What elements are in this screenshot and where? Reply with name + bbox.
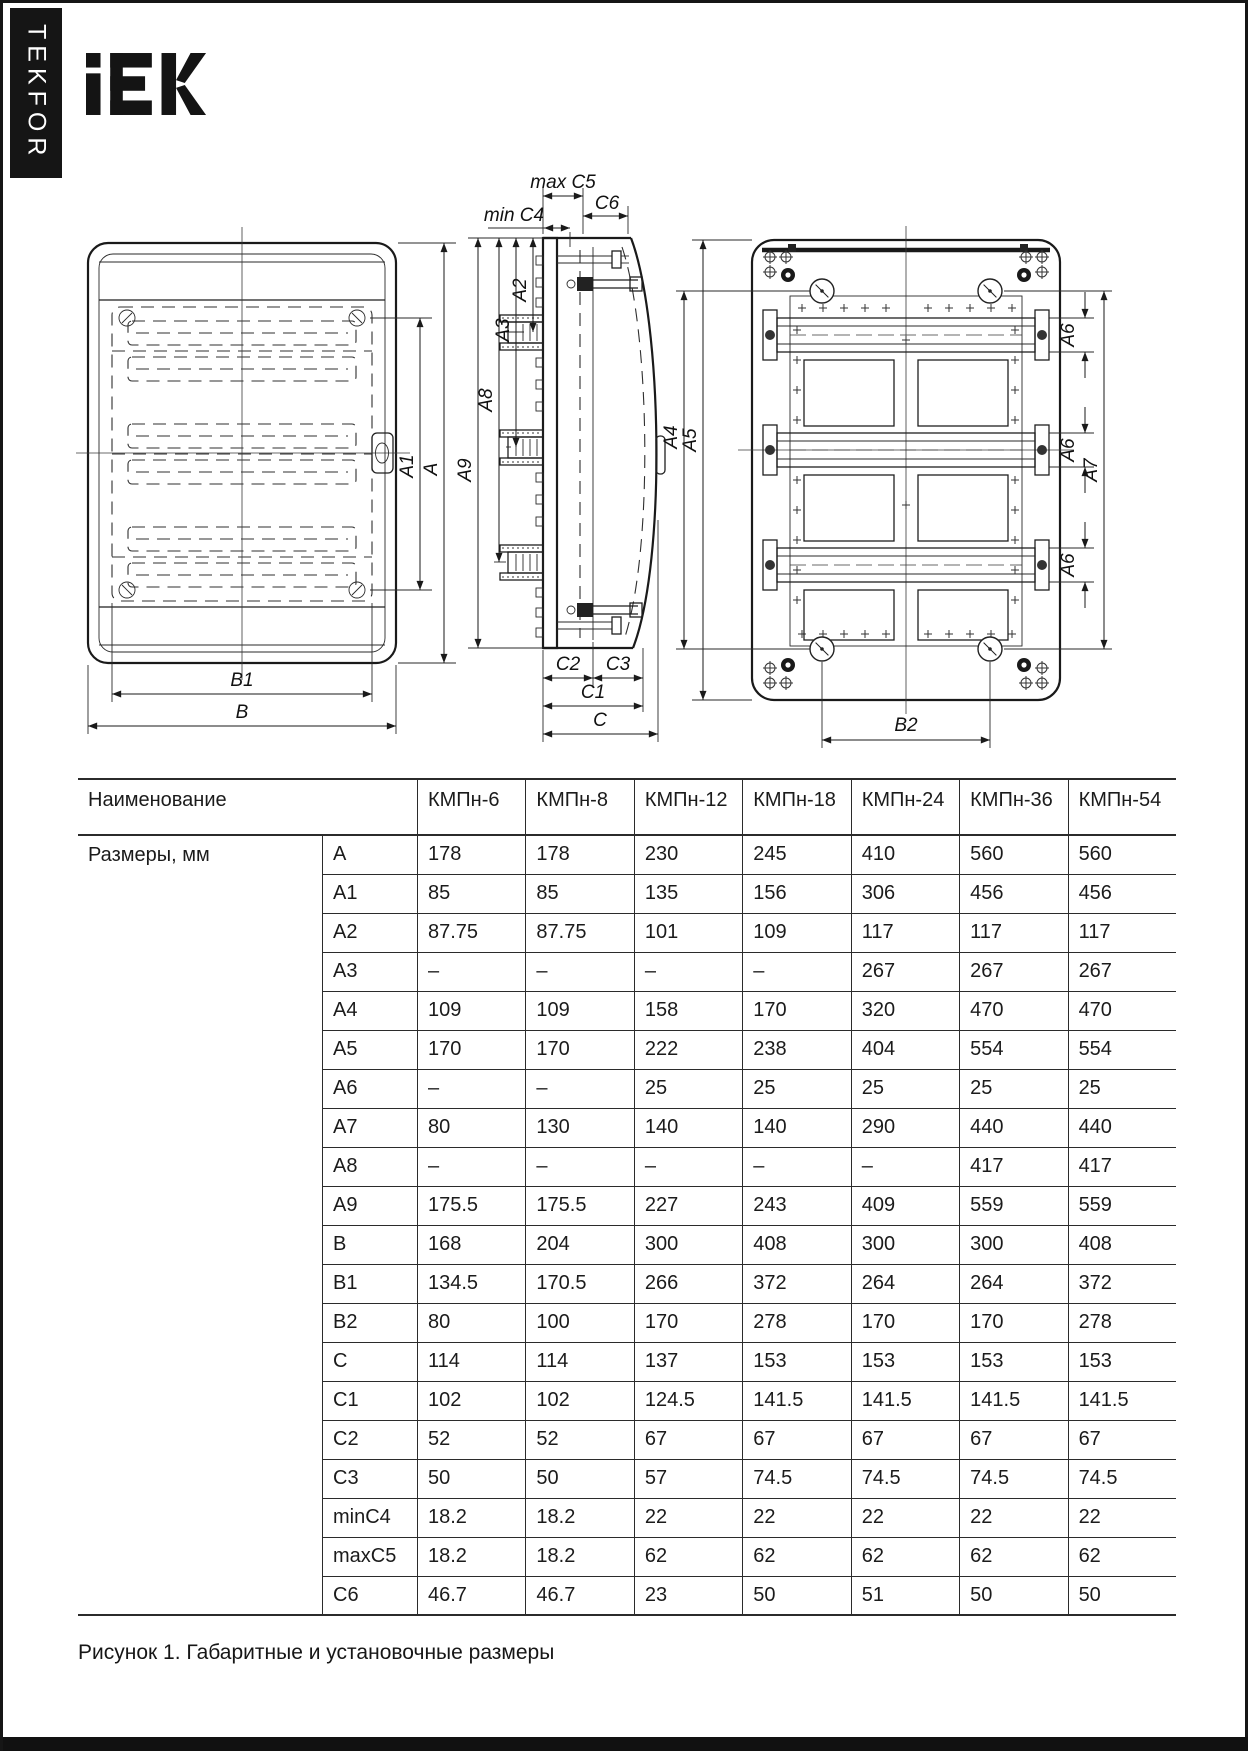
dim-value-A1-КМПн-24: 306 [851, 875, 959, 914]
page-footer-bar [3, 1737, 1248, 1751]
dim-value-A8-КМПн-18: – [742, 1148, 850, 1187]
dim-value-A-КМПн-24: 410 [851, 836, 959, 875]
dim-label-b2: B2 [894, 715, 918, 736]
dim-value-B1-КМПн-54: 372 [1068, 1265, 1176, 1304]
dim-value-A9-КМПн-24: 409 [851, 1187, 959, 1226]
dim-value-A5-КМПн-24: 404 [851, 1031, 959, 1070]
table-group-label: Размеры, мм [78, 836, 322, 1616]
dim-value-C2-КМПн-24: 67 [851, 1421, 959, 1460]
dim-value-A9-КМПн-12: 227 [634, 1187, 742, 1226]
table-header-model-КМПн-24: КМПн-24 [851, 778, 959, 836]
dim-value-B-КМПн-54: 408 [1068, 1226, 1176, 1265]
dim-value-A7-КМПн-54: 440 [1068, 1109, 1176, 1148]
dim-value-A7-КМПн-24: 290 [851, 1109, 959, 1148]
dim-label-a2: A2 [510, 278, 531, 302]
dim-value-C6-КМПн-12: 23 [634, 1577, 742, 1616]
dim-value-minC4-КМПн-12: 22 [634, 1499, 742, 1538]
dim-value-maxC5-КМПн-18: 62 [742, 1538, 850, 1577]
dim-value-A3-КМПн-18: – [742, 953, 850, 992]
dim-value-A-КМПн-18: 245 [742, 836, 850, 875]
technical-drawings [0, 0, 1248, 780]
dim-name-cell-B2: B2 [322, 1304, 417, 1343]
dim-value-C-КМПн-12: 137 [634, 1343, 742, 1382]
dim-label-min-c4: min C4 [483, 205, 545, 226]
dim-value-A2-КМПн-54: 117 [1068, 914, 1176, 953]
dim-value-A3-КМПн-6: – [417, 953, 525, 992]
dim-value-A5-КМПн-54: 554 [1068, 1031, 1176, 1070]
dim-value-C-КМПн-24: 153 [851, 1343, 959, 1382]
side-din-mounts [500, 315, 543, 580]
dim-name-cell-A6: A6 [322, 1070, 417, 1109]
dim-value-A3-КМПн-36: 267 [959, 953, 1067, 992]
dim-value-A5-КМПн-36: 554 [959, 1031, 1067, 1070]
dim-value-C6-КМПн-18: 50 [742, 1577, 850, 1616]
dim-value-A6-КМПн-24: 25 [851, 1070, 959, 1109]
dim-value-B1-КМПн-8: 170.5 [525, 1265, 633, 1304]
dim-label-a4: A4 [661, 425, 682, 449]
table-header-model-КМПн-12: КМПн-12 [634, 778, 742, 836]
dim-name-cell-A7: A7 [322, 1109, 417, 1148]
dim-value-C-КМПн-36: 153 [959, 1343, 1067, 1382]
dim-value-A4-КМПн-24: 320 [851, 992, 959, 1031]
dim-value-A3-КМПн-24: 267 [851, 953, 959, 992]
dim-value-A8-КМПн-54: 417 [1068, 1148, 1176, 1187]
dim-value-minC4-КМПн-24: 22 [851, 1499, 959, 1538]
dim-value-B-КМПн-6: 168 [417, 1226, 525, 1265]
dim-value-maxC5-КМПн-24: 62 [851, 1538, 959, 1577]
table-header-model-КМПн-6: КМПн-6 [417, 778, 525, 836]
dim-value-B-КМПн-8: 204 [525, 1226, 633, 1265]
dim-value-A8-КМПн-8: – [525, 1148, 633, 1187]
dim-value-B-КМПн-12: 300 [634, 1226, 742, 1265]
dim-value-C1-КМПн-24: 141.5 [851, 1382, 959, 1421]
dim-value-A4-КМПн-8: 109 [525, 992, 633, 1031]
dim-value-C2-КМПн-12: 67 [634, 1421, 742, 1460]
dim-value-A4-КМПн-18: 170 [742, 992, 850, 1031]
dim-value-B-КМПн-24: 300 [851, 1226, 959, 1265]
dim-value-minC4-КМПн-6: 18.2 [417, 1499, 525, 1538]
dim-name-cell-C3: C3 [322, 1460, 417, 1499]
dim-name-cell-minC4: minC4 [322, 1499, 417, 1538]
dim-value-A9-КМПн-54: 559 [1068, 1187, 1176, 1226]
dim-label-a3: A3 [493, 318, 514, 342]
dim-value-A7-КМПн-12: 140 [634, 1109, 742, 1148]
table-header-name: Наименование [78, 778, 417, 836]
dim-value-B2-КМПн-18: 278 [742, 1304, 850, 1343]
tekfor-label: TEKFOR [22, 24, 51, 162]
dim-value-A-КМПн-36: 560 [959, 836, 1067, 875]
dim-value-A4-КМПн-54: 470 [1068, 992, 1176, 1031]
dim-value-A2-КМПн-6: 87.75 [417, 914, 525, 953]
dim-value-A3-КМПн-12: – [634, 953, 742, 992]
dim-value-A4-КМПн-6: 109 [417, 992, 525, 1031]
dim-name-cell-A8: A8 [322, 1148, 417, 1187]
dim-value-A6-КМПн-6: – [417, 1070, 525, 1109]
front-view-dimensions [88, 243, 456, 734]
dim-label-a7: A7 [1081, 458, 1102, 482]
dim-value-C6-КМПн-8: 46.7 [525, 1577, 633, 1616]
dim-name-cell-A9: A9 [322, 1187, 417, 1226]
dim-value-B2-КМПн-12: 170 [634, 1304, 742, 1343]
dim-label-a1: A1 [397, 454, 418, 478]
dim-value-C6-КМПн-36: 50 [959, 1577, 1067, 1616]
dim-value-C1-КМПн-36: 141.5 [959, 1382, 1067, 1421]
dimensions-table [78, 778, 1176, 1616]
dim-name-cell-B1: B1 [322, 1265, 417, 1304]
dim-name-cell-C: C [322, 1343, 417, 1382]
dim-label-max-c5: max C5 [530, 172, 596, 193]
dim-value-C2-КМПн-18: 67 [742, 1421, 850, 1460]
dim-value-C2-КМПн-8: 52 [525, 1421, 633, 1460]
dim-value-minC4-КМПн-36: 22 [959, 1499, 1067, 1538]
side-view-drawing [455, 172, 665, 742]
dim-value-C-КМПн-8: 114 [525, 1343, 633, 1382]
dim-value-A5-КМПн-18: 238 [742, 1031, 850, 1070]
table-header-model-КМПн-54: КМПн-54 [1068, 778, 1176, 836]
dim-value-A2-КМПн-12: 101 [634, 914, 742, 953]
dim-value-maxC5-КМПн-8: 18.2 [525, 1538, 633, 1577]
side-fasteners [557, 251, 642, 634]
table-header-model-КМПн-8: КМПн-8 [525, 778, 633, 836]
dim-label-b: B [235, 702, 249, 723]
dim-value-C1-КМПн-8: 102 [525, 1382, 633, 1421]
dim-name-cell-A: A [322, 836, 417, 875]
dim-value-A-КМПн-12: 230 [634, 836, 742, 875]
dim-value-B-КМПн-36: 300 [959, 1226, 1067, 1265]
dim-value-C2-КМПн-36: 67 [959, 1421, 1067, 1460]
dim-value-B1-КМПн-36: 264 [959, 1265, 1067, 1304]
dim-name-cell-C1: C1 [322, 1382, 417, 1421]
dim-value-C6-КМПн-6: 46.7 [417, 1577, 525, 1616]
table-header-model-КМПн-18: КМПн-18 [742, 778, 850, 836]
dim-value-A-КМПн-8: 178 [525, 836, 633, 875]
table-header-model-КМПн-36: КМПн-36 [959, 778, 1067, 836]
dim-value-C-КМПн-54: 153 [1068, 1343, 1176, 1382]
dim-value-B1-КМПн-12: 266 [634, 1265, 742, 1304]
dim-value-minC4-КМПн-8: 18.2 [525, 1499, 633, 1538]
dim-value-C3-КМПн-8: 50 [525, 1460, 633, 1499]
dim-value-C3-КМПн-12: 57 [634, 1460, 742, 1499]
dim-name-cell-A4: A4 [322, 992, 417, 1031]
dim-value-A6-КМПн-54: 25 [1068, 1070, 1176, 1109]
dim-label-a6-3: A6 [1058, 553, 1079, 577]
dim-value-C1-КМПн-18: 141.5 [742, 1382, 850, 1421]
dim-value-A7-КМПн-36: 440 [959, 1109, 1067, 1148]
dim-name-cell-C2: C2 [322, 1421, 417, 1460]
dim-value-A1-КМПн-18: 156 [742, 875, 850, 914]
dim-value-maxC5-КМПн-12: 62 [634, 1538, 742, 1577]
dim-name-cell-A1: A1 [322, 875, 417, 914]
dim-name-cell-maxC5: maxC5 [322, 1538, 417, 1577]
dim-value-A6-КМПн-12: 25 [634, 1070, 742, 1109]
dim-label-c6: C6 [594, 193, 620, 214]
dim-value-A1-КМПн-12: 135 [634, 875, 742, 914]
dim-value-B1-КМПн-18: 372 [742, 1265, 850, 1304]
dim-value-B1-КМПн-6: 134.5 [417, 1265, 525, 1304]
dim-label-a6-1: A6 [1058, 323, 1079, 347]
dim-name-cell-A5: A5 [322, 1031, 417, 1070]
dim-value-C3-КМПн-54: 74.5 [1068, 1460, 1176, 1499]
dim-label-b1: B1 [230, 670, 254, 691]
dim-value-maxC5-КМПн-54: 62 [1068, 1538, 1176, 1577]
dim-value-A9-КМПн-6: 175.5 [417, 1187, 525, 1226]
dim-name-cell-A2: A2 [322, 914, 417, 953]
rear-view-dimensions [661, 240, 1112, 748]
dim-value-A-КМПн-54: 560 [1068, 836, 1176, 875]
dim-value-C-КМПн-6: 114 [417, 1343, 525, 1382]
dim-value-A2-КМПн-18: 109 [742, 914, 850, 953]
dim-value-A1-КМПн-8: 85 [525, 875, 633, 914]
dim-value-A1-КМПн-54: 456 [1068, 875, 1176, 914]
dim-value-A8-КМПн-36: 417 [959, 1148, 1067, 1187]
dim-value-C2-КМПн-6: 52 [417, 1421, 525, 1460]
dim-value-A3-КМПн-8: – [525, 953, 633, 992]
dim-value-maxC5-КМПн-6: 18.2 [417, 1538, 525, 1577]
dim-value-B2-КМПн-6: 80 [417, 1304, 525, 1343]
front-view-drawing [76, 227, 456, 734]
dim-value-A5-КМПн-12: 222 [634, 1031, 742, 1070]
dim-value-C3-КМПн-24: 74.5 [851, 1460, 959, 1499]
dim-value-A1-КМПн-36: 456 [959, 875, 1067, 914]
dim-label-a9: A9 [455, 458, 476, 482]
dim-label-c: C [593, 710, 607, 731]
dim-value-A7-КМПн-6: 80 [417, 1109, 525, 1148]
rear-view-drawing [661, 226, 1112, 748]
dim-value-A8-КМПн-6: – [417, 1148, 525, 1187]
dim-value-B-КМПн-18: 408 [742, 1226, 850, 1265]
dim-label-a: A [421, 462, 442, 476]
dim-value-C3-КМПн-36: 74.5 [959, 1460, 1067, 1499]
side-view-bottom-dimensions [543, 520, 658, 742]
dim-name-cell-C6: C6 [322, 1577, 417, 1616]
dim-value-B2-КМПн-24: 170 [851, 1304, 959, 1343]
dim-value-A2-КМПн-36: 117 [959, 914, 1067, 953]
dim-value-A9-КМПн-8: 175.5 [525, 1187, 633, 1226]
dim-value-C6-КМПн-24: 51 [851, 1577, 959, 1616]
dim-value-A8-КМПн-24: – [851, 1148, 959, 1187]
dim-label-c2: C2 [555, 654, 581, 675]
dim-label-a6-2: A6 [1058, 438, 1079, 462]
dim-value-C1-КМПн-6: 102 [417, 1382, 525, 1421]
dim-name-cell-B: B [322, 1226, 417, 1265]
dim-value-maxC5-КМПн-36: 62 [959, 1538, 1067, 1577]
dim-name-cell-A3: A3 [322, 953, 417, 992]
dim-value-A4-КМПн-36: 470 [959, 992, 1067, 1031]
dim-value-A2-КМПн-24: 117 [851, 914, 959, 953]
dim-value-A6-КМПн-36: 25 [959, 1070, 1067, 1109]
dim-value-C3-КМПн-18: 74.5 [742, 1460, 850, 1499]
dim-value-C6-КМПн-54: 50 [1068, 1577, 1176, 1616]
dim-value-A4-КМПн-12: 158 [634, 992, 742, 1031]
side-view-top-dimensions [484, 172, 628, 247]
dim-value-A7-КМПн-18: 140 [742, 1109, 850, 1148]
figure-caption: Рисунок 1. Габаритные и установочные размеры [78, 1641, 555, 1664]
dim-value-A7-КМПн-8: 130 [525, 1109, 633, 1148]
dim-value-A1-КМПн-6: 85 [417, 875, 525, 914]
dim-label-c3: C3 [605, 654, 631, 675]
dim-value-C1-КМПн-12: 124.5 [634, 1382, 742, 1421]
dim-label-c1: C1 [580, 682, 606, 703]
dim-label-a8: A8 [476, 388, 497, 412]
dim-value-B2-КМПн-36: 170 [959, 1304, 1067, 1343]
dim-value-A6-КМПн-8: – [525, 1070, 633, 1109]
dim-value-minC4-КМПн-54: 22 [1068, 1499, 1176, 1538]
dim-value-A6-КМПн-18: 25 [742, 1070, 850, 1109]
dim-value-B1-КМПн-24: 264 [851, 1265, 959, 1304]
dim-value-A9-КМПн-36: 559 [959, 1187, 1067, 1226]
dim-value-C1-КМПн-54: 141.5 [1068, 1382, 1176, 1421]
dim-value-A5-КМПн-6: 170 [417, 1031, 525, 1070]
dim-value-A9-КМПн-18: 243 [742, 1187, 850, 1226]
dim-value-A8-КМПн-12: – [634, 1148, 742, 1187]
dim-value-C-КМПн-18: 153 [742, 1343, 850, 1382]
dim-value-A-КМПн-6: 178 [417, 836, 525, 875]
dim-value-B2-КМПн-8: 100 [525, 1304, 633, 1343]
dim-value-A3-КМПн-54: 267 [1068, 953, 1176, 992]
dim-value-A2-КМПн-8: 87.75 [525, 914, 633, 953]
dim-value-minC4-КМПн-18: 22 [742, 1499, 850, 1538]
dim-value-A5-КМПн-8: 170 [525, 1031, 633, 1070]
dim-label-a5: A5 [680, 428, 701, 452]
dim-value-B2-КМПн-54: 278 [1068, 1304, 1176, 1343]
dim-value-C3-КМПн-6: 50 [417, 1460, 525, 1499]
dim-value-C2-КМПн-54: 67 [1068, 1421, 1176, 1460]
